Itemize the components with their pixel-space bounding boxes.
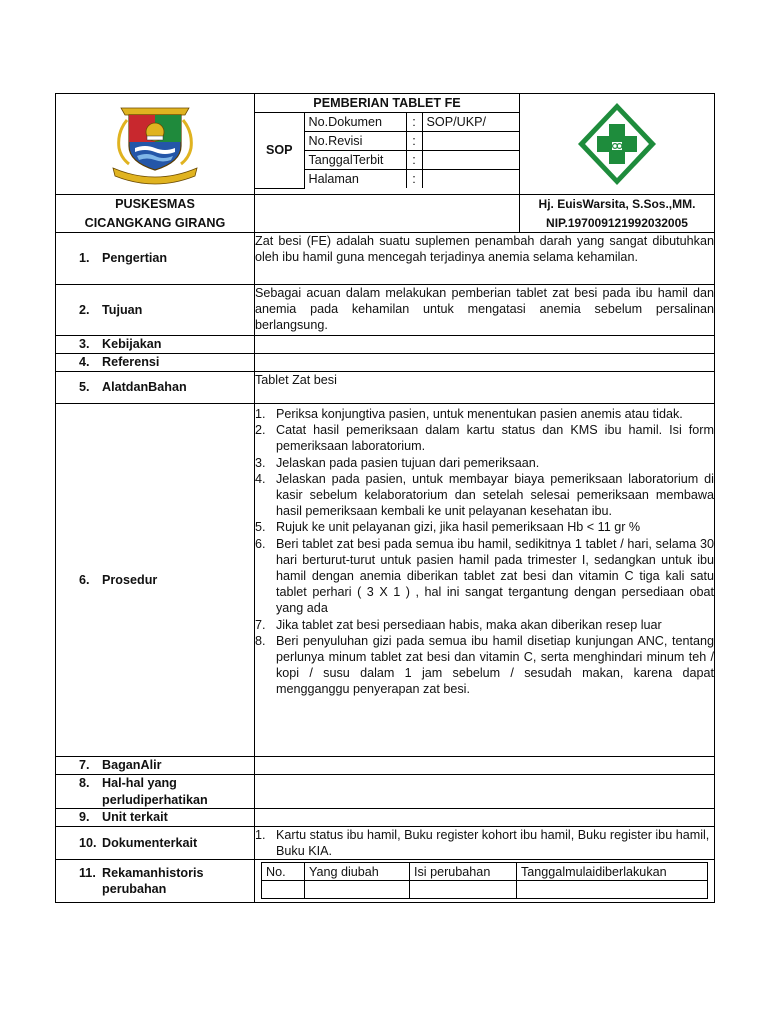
- section-label-rekaman: 11. Rekamanhistoris perubahan: [56, 860, 255, 903]
- history-cell: [305, 881, 410, 899]
- organization-cell: [56, 195, 255, 233]
- procedure-step: 6. Beri tablet zat besi pada semua ibu hamil, sedikitnya 1 tablet / hari, selama 30 hari berturut-turut untuk pasien hamil pada trimester I, sedangkan untuk ibu hamil dengan anemia diberikan tablet zat besi dan vitamin C tiga kali satu tablet perhari ( 3 X 1 ) , hal ini sangat tergantung dengan persediaan obat yang ada: [255, 536, 714, 616]
- related-documents: [255, 827, 714, 859]
- section-label-pengertian: 1. Pengertian: [56, 233, 255, 285]
- procedure-step: 1. Periksa konjungtiva pasien, untuk menentukan pasien anemis atau tidak.: [255, 407, 683, 421]
- puskesmas-logo: [576, 101, 658, 187]
- kebijakan-content: [255, 336, 715, 354]
- history-header: No.: [262, 863, 305, 881]
- referensi-content: [255, 354, 715, 372]
- history-header: Yang diubah: [305, 863, 410, 881]
- meta-value: [422, 132, 519, 151]
- alat-text: Tablet Zat besi: [255, 372, 715, 404]
- meta-value: [422, 170, 519, 189]
- section-label-unit: 9. Unit terkait: [56, 809, 255, 827]
- section-label-tujuan: 2. Tujuan: [56, 285, 255, 336]
- pengertian-text: Zat besi (FE) adalah suatu suplemen penambah darah yang sangat dibutuhkan oleh ibu hamil guna mencegah terjadinya anemia selama kehamilan.: [255, 233, 715, 285]
- sop-document: [55, 93, 715, 903]
- procedure-step: 3. Jelaskan pada pasien tujuan dari pemeriksaan.: [255, 455, 540, 470]
- meta-sep: :: [406, 170, 422, 189]
- unit-content: [255, 809, 715, 827]
- sop-meta-table: [255, 94, 519, 189]
- header-center-cell: [255, 94, 520, 195]
- history-cell: [262, 881, 305, 899]
- related-document-item: 1. Kartu status ibu hamil, Buku register kohort ibu hamil, Buku register ibu hamil, Buku KIA.: [255, 828, 710, 859]
- meta-label: No.Dokumen: [304, 113, 406, 132]
- section-label-hal: 8. Hal-hal yang perludiperhatikan: [56, 775, 255, 809]
- section-label-dokumen: 10. Dokumenterkait: [56, 827, 255, 860]
- signer-nip: NIP.197009121992032005: [546, 215, 688, 230]
- bagan-content: [255, 757, 715, 775]
- history-header-row: [262, 863, 708, 881]
- revision-history-table: [261, 862, 708, 899]
- org-name: PUSKESMAS: [115, 196, 195, 211]
- section-label-referensi: 4. Referensi: [56, 354, 255, 372]
- meta-label: No.Revisi: [304, 132, 406, 151]
- procedure-steps: [255, 406, 714, 698]
- history-cell: [410, 881, 517, 899]
- right-logo-cell: [520, 94, 715, 195]
- history-cell: [517, 881, 708, 899]
- history-header: Isi perubahan: [410, 863, 517, 881]
- history-row: [262, 881, 708, 899]
- blank-header-cell: [255, 195, 520, 233]
- procedure-step: 7. Jika tablet zat besi persediaan habis, maka akan diberikan resep luar: [255, 617, 662, 632]
- procedure-step: 5. Rujuk ke unit pelayanan gizi, jika hasil pemeriksaan Hb < 11 gr %: [255, 520, 641, 535]
- signer-name: Hj. EuisWarsita, S.Sos.,MM.: [538, 197, 696, 212]
- meta-label: TanggalTerbit: [304, 151, 406, 170]
- left-logo-cell: [56, 94, 255, 195]
- meta-value: SOP/UKP/: [422, 113, 519, 132]
- sop-title: PEMBERIAN TABLET FE: [255, 94, 519, 113]
- meta-label: Halaman: [304, 170, 406, 189]
- dokumen-content: [255, 827, 715, 860]
- section-label-prosedur: 6. Prosedur: [56, 404, 255, 757]
- meta-sep: :: [406, 113, 422, 132]
- prosedur-content: [255, 404, 715, 757]
- meta-sep: :: [406, 132, 422, 151]
- rekaman-content: [255, 860, 715, 903]
- section-label-alat: 5. AlatdanBahan: [56, 372, 255, 404]
- history-header: Tanggalmulaidiberlakukan: [517, 863, 708, 881]
- meta-value: [422, 151, 519, 170]
- org-subname: CICANGKANG GIRANG: [84, 216, 226, 230]
- section-label-kebijakan: 3. Kebijakan: [56, 336, 255, 354]
- hal-content: [255, 775, 715, 809]
- procedure-step: 8. Beri penyuluhan gizi pada semua ibu hamil disetiap kunjungan ANC, tentang perlunya minum tablet zat besi dan vitamin C, serta menghindari minum teh / kopi / susu dalam 1 jam sebelum / sesudah makan, karena dapat mengganggu penyerapan zat besi.: [255, 633, 714, 697]
- procedure-step: 4. Jelaskan pada pasien, untuk membayar biaya pemeriksaan laboratorium di kasir sebelum kelaboratorium dan setelah selesai pemeriksaan membawa hasil pemeriksaan kembali ke unit pelayanan kesehatan ibu.: [255, 471, 714, 519]
- signer-cell: [520, 195, 715, 233]
- sop-label: SOP: [255, 113, 304, 189]
- meta-sep: :: [406, 151, 422, 170]
- regency-coat-of-arms: [107, 102, 203, 186]
- tujuan-text: Sebagai acuan dalam melakukan pemberian tablet zat besi pada ibu hamil dan anemia pada kehamilan untuk mengatasi anemia sebelum persalinan berlangsung.: [255, 285, 715, 336]
- section-label-bagan: 7. BaganAlir: [56, 757, 255, 775]
- procedure-step: 2. Catat hasil pemeriksaan dalam kartu status dan KMS ibu hamil. Isi form pemeriksaan laboratorium.: [255, 423, 714, 454]
